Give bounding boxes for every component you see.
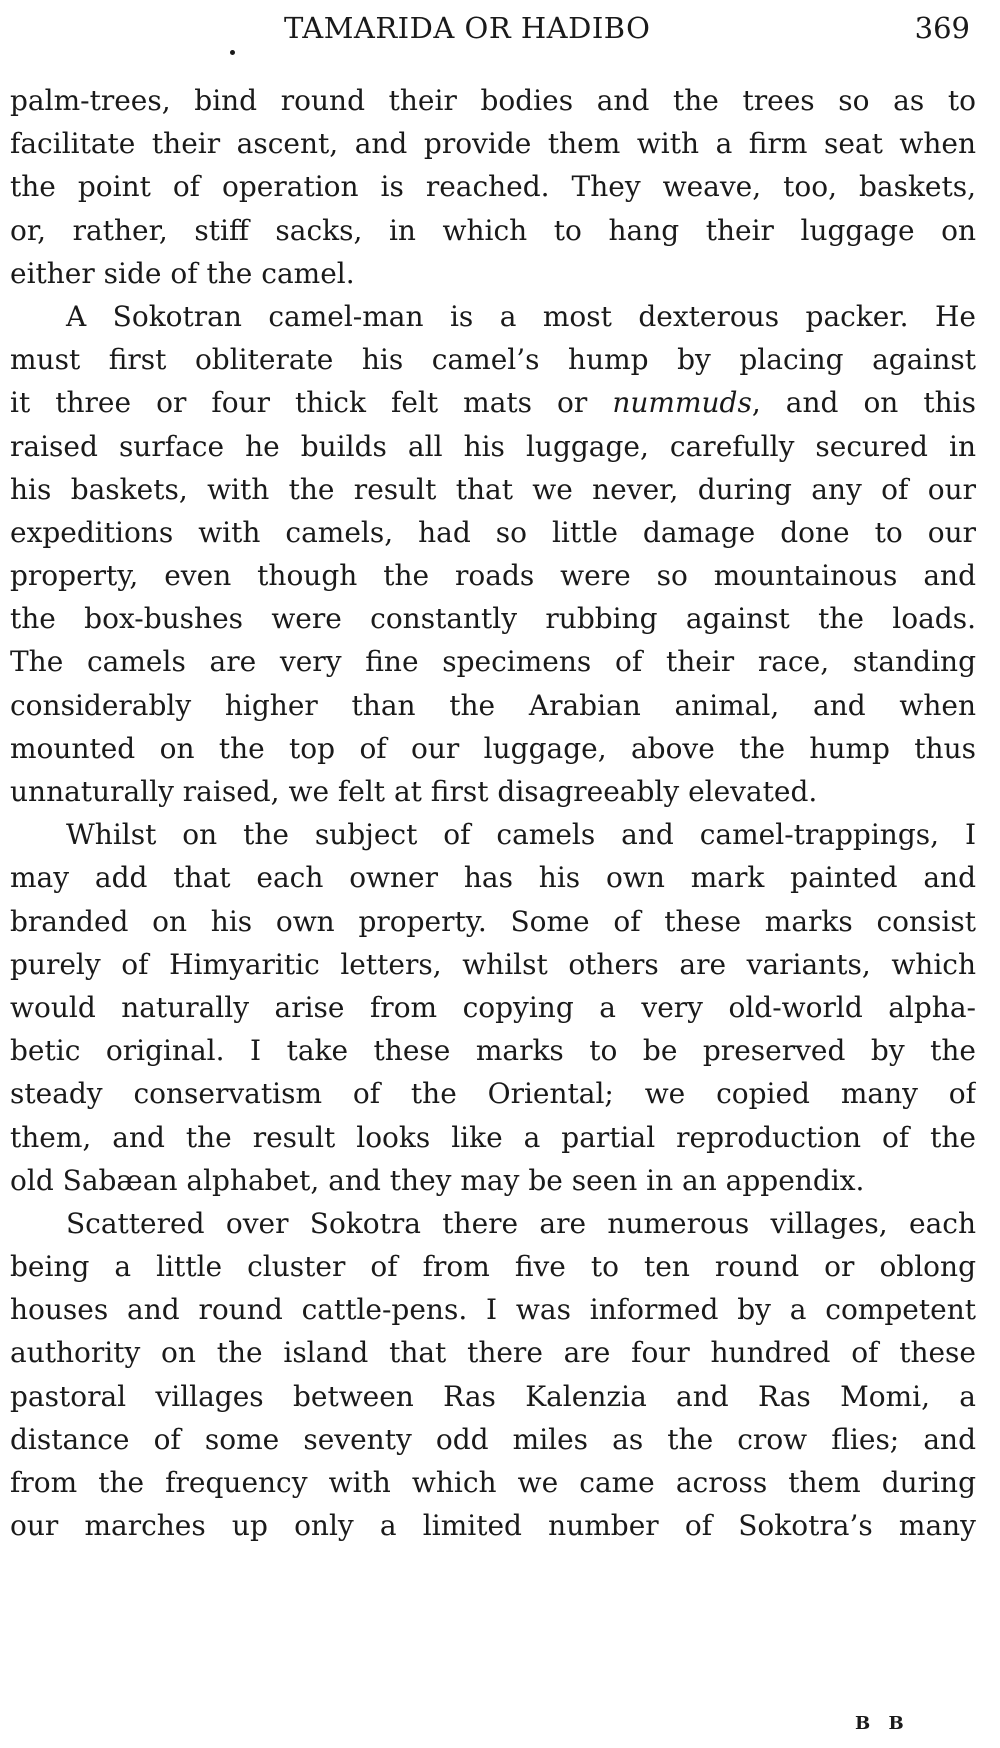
text-line: considerably higher than the Arabian animal, and when (10, 688, 976, 722)
text-line: betic original. I take these marks to be preserved by the (10, 1034, 976, 1068)
text-line: Scattered over Sokotra there are numerous villages, each (66, 1206, 976, 1240)
text-line: A Sokotran camel-man is a most dexterous packer. He (66, 299, 976, 333)
text-line: expeditions with camels, had so little damage done to our (10, 515, 976, 549)
text-line: it three or four thick felt mats or nummuds, and on this (10, 386, 976, 420)
page-number: 369 (914, 11, 970, 45)
text-line: the point of operation is reached. They weave, too, baskets, (10, 170, 976, 204)
text-line: Whilst on the subject of camels and camel-trappings, I (66, 818, 976, 852)
text-line: The camels are very fine specimens of their race, standing (10, 645, 976, 679)
text-line: purely of Himyaritic letters, whilst others are variants, which (10, 947, 976, 981)
text-line: would naturally arise from copying a very old-world alpha- (10, 990, 976, 1024)
text-line: steady conservatism of the Oriental; we copied many of (10, 1077, 976, 1111)
text-line: distance of some seventy odd miles as the crow flies; and (10, 1422, 976, 1456)
text-line: our marches up only a limited number of Sokotra’s many (10, 1509, 976, 1543)
signature-mark: B B (855, 1713, 910, 1734)
text-line: facilitate their ascent, and provide them with a firm seat when (10, 127, 976, 161)
text-line: unnaturally raised, we felt at first disagreeably elevated. (10, 775, 818, 808)
text-line: pastoral villages between Ras Kalenzia and Ras Momi, a (10, 1379, 976, 1413)
running-head (10, 8, 970, 48)
text-line: or, rather, stiff sacks, in which to hang their luggage on (10, 213, 976, 247)
italic-word: nummuds (612, 386, 752, 420)
text-line: may add that each owner has his own mark painted and (10, 861, 976, 895)
text-line: his baskets, with the result that we never, during any of our (10, 472, 976, 506)
text-line: mounted on the top of our luggage, above the hump thus (10, 731, 976, 765)
text-line: either side of the camel. (10, 256, 355, 290)
text-line: property, even though the roads were so mountainous and (10, 559, 976, 593)
text-line: from the frequency with which we came across them during (10, 1466, 976, 1499)
text-line: raised surface he builds all his luggage, carefully secured in (10, 429, 976, 463)
text-line: the box-bushes were constantly rubbing against the loads. (10, 602, 976, 636)
text-line: old Sabæan alphabet, and they may be seen in an appendix. (10, 1163, 865, 1197)
text-line: being a little cluster of from five to ten round or oblong (10, 1250, 976, 1284)
running-title: TAMARIDA OR HADIBO (284, 11, 651, 45)
body-text (10, 79, 976, 1547)
text-line: authority on the island that there are four hundred of these (10, 1336, 976, 1370)
text-line: them, and the result looks like a partial reproduction of the (10, 1120, 976, 1154)
text-line: must first obliterate his camel’s hump by placing against (10, 343, 976, 377)
print-speck (230, 50, 235, 55)
text-line: palm-trees, bind round their bodies and the trees so as to (10, 84, 976, 117)
text-line: branded on his own property. Some of these marks consist (10, 904, 976, 938)
text-line: houses and round cattle-pens. I was informed by a competent (10, 1293, 976, 1327)
